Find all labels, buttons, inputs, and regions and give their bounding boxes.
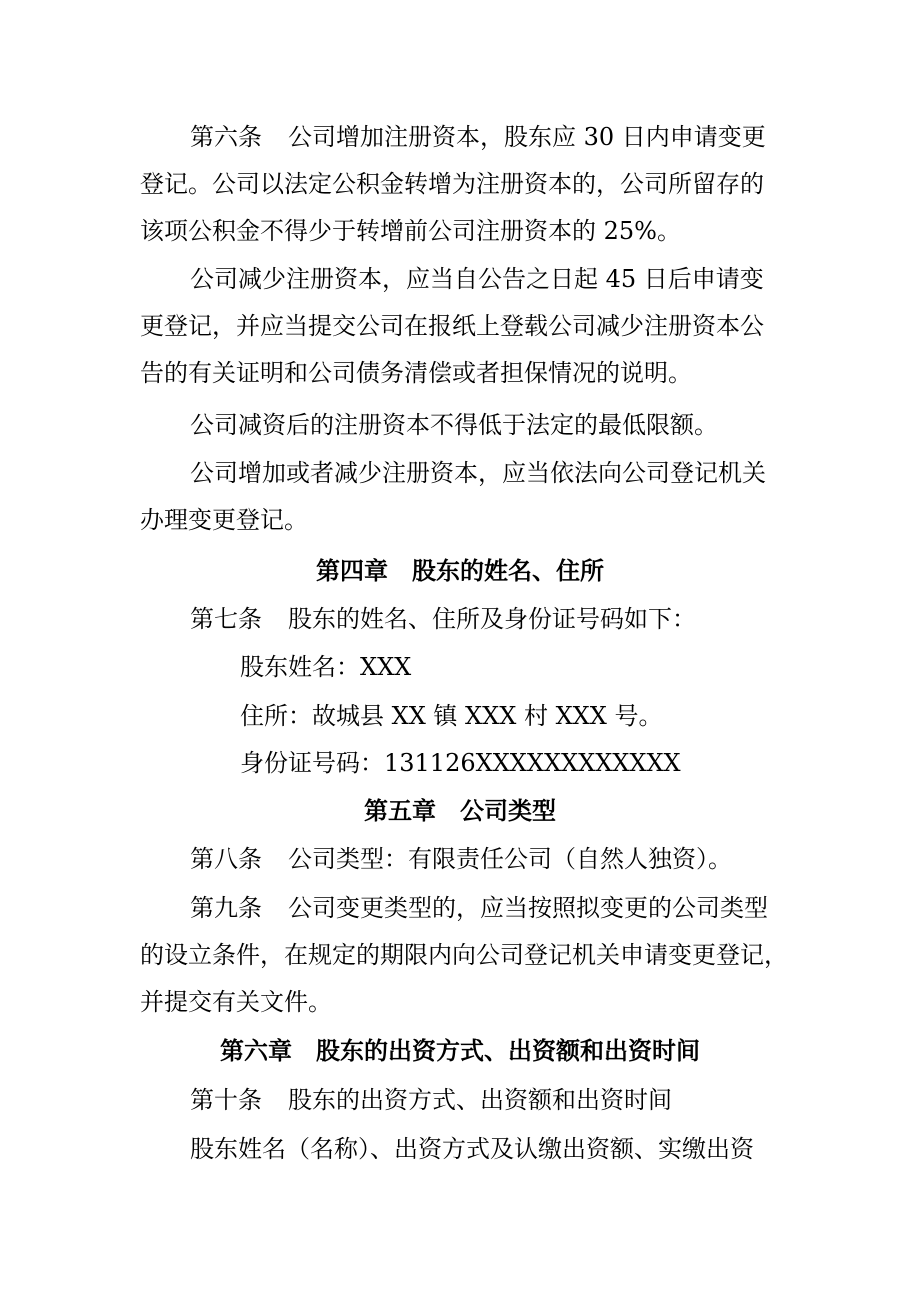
minimum-capital-paragraph: 公司减资后的注册资本不得低于法定的最低限额。: [190, 411, 718, 439]
shareholder-id-number: 身份证号码：131126XXXXXXXXXXXX: [240, 749, 681, 777]
contribution-table-intro: 股东姓名（名称）、出资方式及认缴出资额、实缴出资: [190, 1135, 754, 1163]
article-9-line-3: 并提交有关文件。: [140, 988, 332, 1016]
article-6-line-3: 该项公积金不得少于转增前公司注册资本的 25%。: [140, 217, 681, 245]
article-6-text-1: 公司增加注册资本，股东应 30 日内申请变更: [288, 123, 766, 151]
article-7-text: 股东的姓名、住所及身份证号码如下：: [288, 605, 696, 633]
reduce-capital-line-2: 更登记，并应当提交公司在报纸上登载公司减少注册资本公: [140, 312, 764, 340]
article-7-line: [190, 604, 696, 634]
reduce-capital-line-3: 告的有关证明和公司债务清偿或者担保情况的说明。: [140, 359, 692, 387]
article-6-line-1: [190, 122, 766, 152]
article-10-label: 第十条: [190, 1086, 262, 1114]
reduce-capital-line-1: 公司减少注册资本，应当自公告之日起 45 日后申请变: [190, 265, 764, 293]
chapter-4-heading: 第四章 股东的姓名、住所: [316, 557, 604, 585]
chapter-6-heading: 第六章 股东的出资方式、出资额和出资时间: [220, 1037, 700, 1065]
article-10-text: 股东的出资方式、出资额和出资时间: [288, 1086, 672, 1114]
article-8-line: [190, 844, 732, 874]
article-9-line-2: 的设立条件，在规定的期限内向公司登记机关申请变更登记，: [140, 941, 788, 969]
change-registration-line-1: 公司增加或者减少注册资本，应当依法向公司登记机关: [190, 459, 766, 487]
article-9-line-1: [190, 893, 768, 923]
article-10-line: [190, 1085, 672, 1115]
article-9-text-1: 公司变更类型的，应当按照拟变更的公司类型: [288, 894, 768, 922]
article-6-label: 第六条: [190, 123, 262, 151]
article-8-text: 公司类型：有限责任公司（自然人独资）。: [288, 845, 732, 873]
shareholder-address: 住所：故城县 XX 镇 XXX 村 XXX 号。: [240, 702, 663, 730]
chapter-5-heading: 第五章 公司类型: [364, 797, 556, 825]
shareholder-name: 股东姓名：XXX: [240, 653, 412, 681]
article-9-label: 第九条: [190, 894, 262, 922]
article-6-line-2: 登记。公司以法定公积金转增为注册资本的，公司所留存的: [140, 170, 764, 198]
article-8-label: 第八条: [190, 845, 262, 873]
change-registration-line-2: 办理变更登记。: [140, 506, 308, 534]
article-7-label: 第七条: [190, 605, 262, 633]
